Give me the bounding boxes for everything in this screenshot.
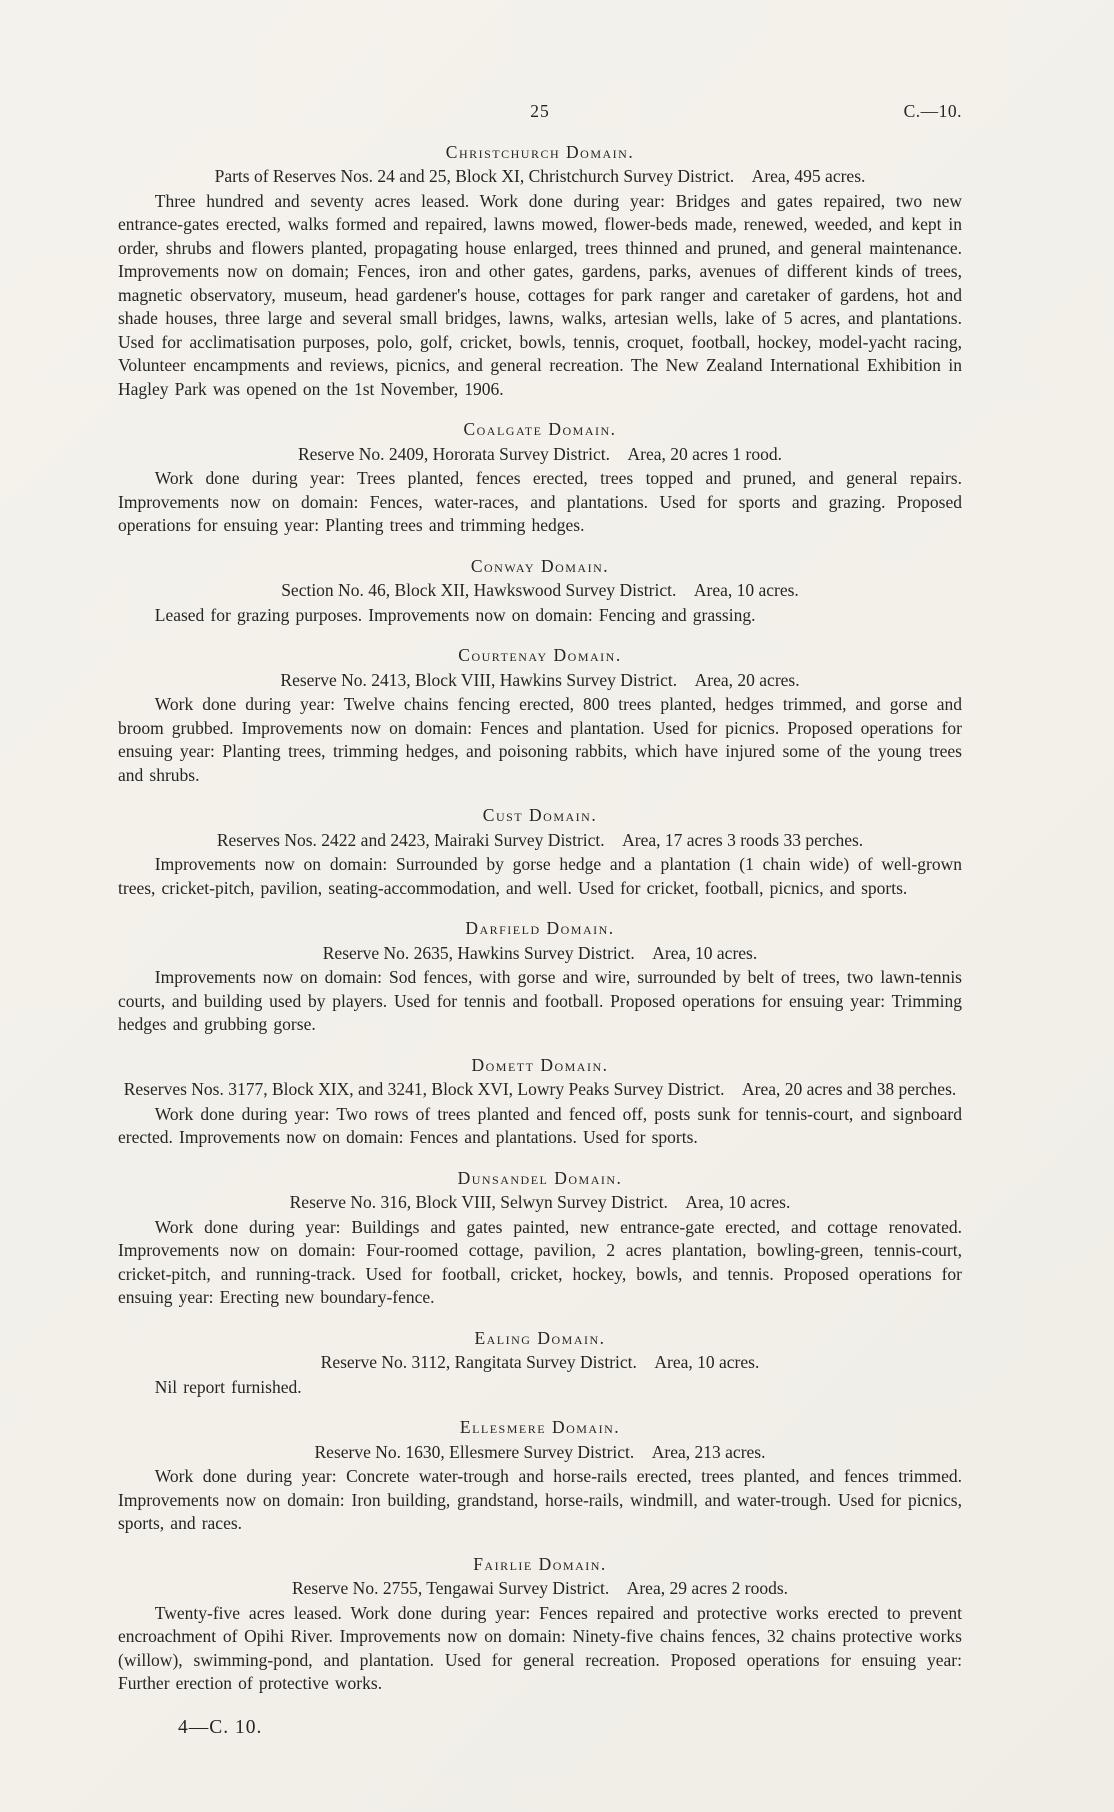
domain-section — [118, 418, 962, 538]
section-heading: Christchurch Domain. — [445, 141, 635, 162]
section-subtitle: Reserve No. 2635, Hawkins Survey District. Area, 10 acres. — [322, 942, 758, 963]
section-paragraph: Improvements now on domain: Surrounded by gorse hedge and a plantation (1 chain wide) of well-grown trees, cricket-pitch, pavilion, seating-accommodation, and well. Used for cricket, football, picnics, and sports. — [118, 854, 962, 898]
domain-section — [118, 1553, 962, 1696]
domain-section — [118, 555, 962, 628]
section-paragraph: Improvements now on domain: Sod fences, with gorse and wire, surrounded by belt of trees, two lawn-tennis courts, and building used by players. Used for tennis and football. Proposed operations for ensuing year: Trimming hedges and grubbing gorse. — [118, 967, 962, 1034]
section-subtitle: Reserve No. 2755, Tengawai Survey District. Area, 29 acres 2 roods. — [291, 1578, 789, 1598]
domain-section — [118, 1167, 962, 1310]
section-paragraph: Leased for grazing purposes. Improvements now on domain: Fencing and grassing. — [154, 604, 756, 625]
domain-section — [118, 1416, 962, 1536]
section-paragraph: Work done during year: Buildings and gates painted, new entrance-gate erected, and cottage renovated. Improvements now on domain: Four-roomed cottage, pavilion, 2 acres plantation, bowling-green, tennis-court, cricket-pitch, and running-track. Used for football, cricket, hockey, bowls, and tennis. Proposed operations for ensuing year: Erecting new boundary-fence. — [118, 1216, 962, 1307]
document-reference: C.—10. — [903, 101, 962, 121]
section-subtitle: Reserves Nos. 2422 and 2423, Mairaki Survey District. Area, 17 acres 3 roods 33 perches. — [216, 829, 864, 850]
section-heading: Domett Domain. — [471, 1054, 609, 1075]
page-number: 25 — [530, 101, 550, 121]
section-subtitle: Reserve No. 2413, Block VIII, Hawkins Survey District. Area, 20 acres. — [280, 669, 800, 690]
sections — [118, 141, 962, 1696]
section-heading: Cust Domain. — [482, 805, 598, 825]
section-subtitle: Reserve No. 1630, Ellesmere Survey District. Area, 213 acres. — [314, 1441, 766, 1462]
section-paragraph: Twenty-five acres leased. Work done during year: Fences repaired and protective works erected to prevent encroachment of Opihi River. Improvements now on domain: Ninety-five chains fences, 32 chains protective works (willow), swimming-pond, and plantation. Used for general recreation. Proposed operations for ensuing year: Further erection of protective works. — [118, 1602, 962, 1693]
domain-section — [118, 141, 962, 402]
section-paragraph: Work done during year: Concrete water-trough and horse-rails erected, trees planted, and fences trimmed. Improvements now on domain: Iron building, grandstand, horse-rails, windmill, and water-trough. Used for picnics, sports, and races. — [118, 1466, 962, 1533]
section-subtitle: Reserve No. 316, Block VIII, Selwyn Survey District. Area, 10 acres. — [289, 1192, 791, 1212]
section-subtitle: Section No. 46, Block XII, Hawkswood Survey District. Area, 10 acres. — [281, 580, 799, 600]
section-heading: Coalgate Domain. — [463, 419, 617, 439]
section-heading: Ealing Domain. — [474, 1327, 606, 1348]
section-subtitle: Reserves Nos. 3177, Block XIX, and 3241, Block XVI, Lowry Peaks Survey District. Area, 20 acres and 38 perches. — [123, 1079, 957, 1099]
section-heading: Ellesmere Domain. — [459, 1417, 621, 1437]
section-heading: Dunsandel Domain. — [457, 1167, 623, 1188]
section-subtitle: Reserve No. 3112, Rangitata Survey District. Area, 10 acres. — [320, 1352, 760, 1372]
domain-section — [118, 1054, 962, 1150]
section-heading: Darfield Domain. — [465, 918, 615, 938]
section-paragraph: Three hundred and seventy acres leased. Work done during year: Bridges and gates repaired, two new entrance-gates erected, walks formed and repaired, lawns mowed, flower-beds made, renewed, weeded, and kept in order, shrubs and flowers planted, propagating house enlarged, trees thinned and pruned, and general maintenance. Improvements now on domain; Fences, iron and other gates, gardens, parks, avenues of different kinds of trees, magnetic observatory, museum, head gardener's house, cottages for park ranger and caretaker of gardens, hot and shade houses, three large and several small bridges, lawns, walks, artesian wells, lake of 5 acres, and plantations. Used for acclimatisation purposes, polo, golf, cricket, bowls, tennis, croquet, football, hockey, model-yacht racing, Volunteer encampments and reviews, picnics, and general recreation. The New Zealand International Exhibition in Hagley Park was opened on the 1st November, 1906. — [118, 190, 962, 399]
domain-section — [118, 917, 962, 1037]
section-heading: Fairlie Domain. — [473, 1553, 607, 1574]
section-paragraph: Work done during year: Trees planted, fences erected, trees topped and pruned, and general repairs. Improvements now on domain: Fences, water-races, and plantations. Used for sports and grazing. Proposed operations for ensuing year: Planting trees and trimming hedges. — [118, 468, 962, 535]
domain-section — [118, 1327, 962, 1400]
domain-section — [118, 644, 962, 787]
section-subtitle: Parts of Reserves Nos. 24 and 25, Block XI, Christchurch Survey District. Area, 495 acres. — [214, 166, 866, 186]
section-heading: Courtenay Domain. — [458, 645, 622, 665]
section-paragraph: Nil report furnished. — [154, 1376, 302, 1397]
domain-section — [118, 804, 962, 900]
page-footer: 4—C. 10. — [178, 1716, 263, 1738]
section-paragraph: Work done during year: Twelve chains fencing erected, 800 trees planted, hedges trimmed, and gorse and broom grubbed. Improvements now on domain: Fences and plantation. Used for picnics. Proposed operations for ensuing year: Planting trees, trimming hedges, and poisoning rabbits, which have injured some of the young trees and shrubs. — [118, 694, 962, 785]
section-paragraph: Work done during year: Two rows of trees planted and fenced off, posts sunk for tennis-court, and signboard erected. Improvements now on domain: Fences and plantations. Used for sports. — [118, 1103, 962, 1147]
section-subtitle: Reserve No. 2409, Hororata Survey District. Area, 20 acres 1 rood. — [297, 443, 783, 464]
page-header — [118, 100, 962, 124]
section-heading: Conway Domain. — [470, 555, 610, 576]
